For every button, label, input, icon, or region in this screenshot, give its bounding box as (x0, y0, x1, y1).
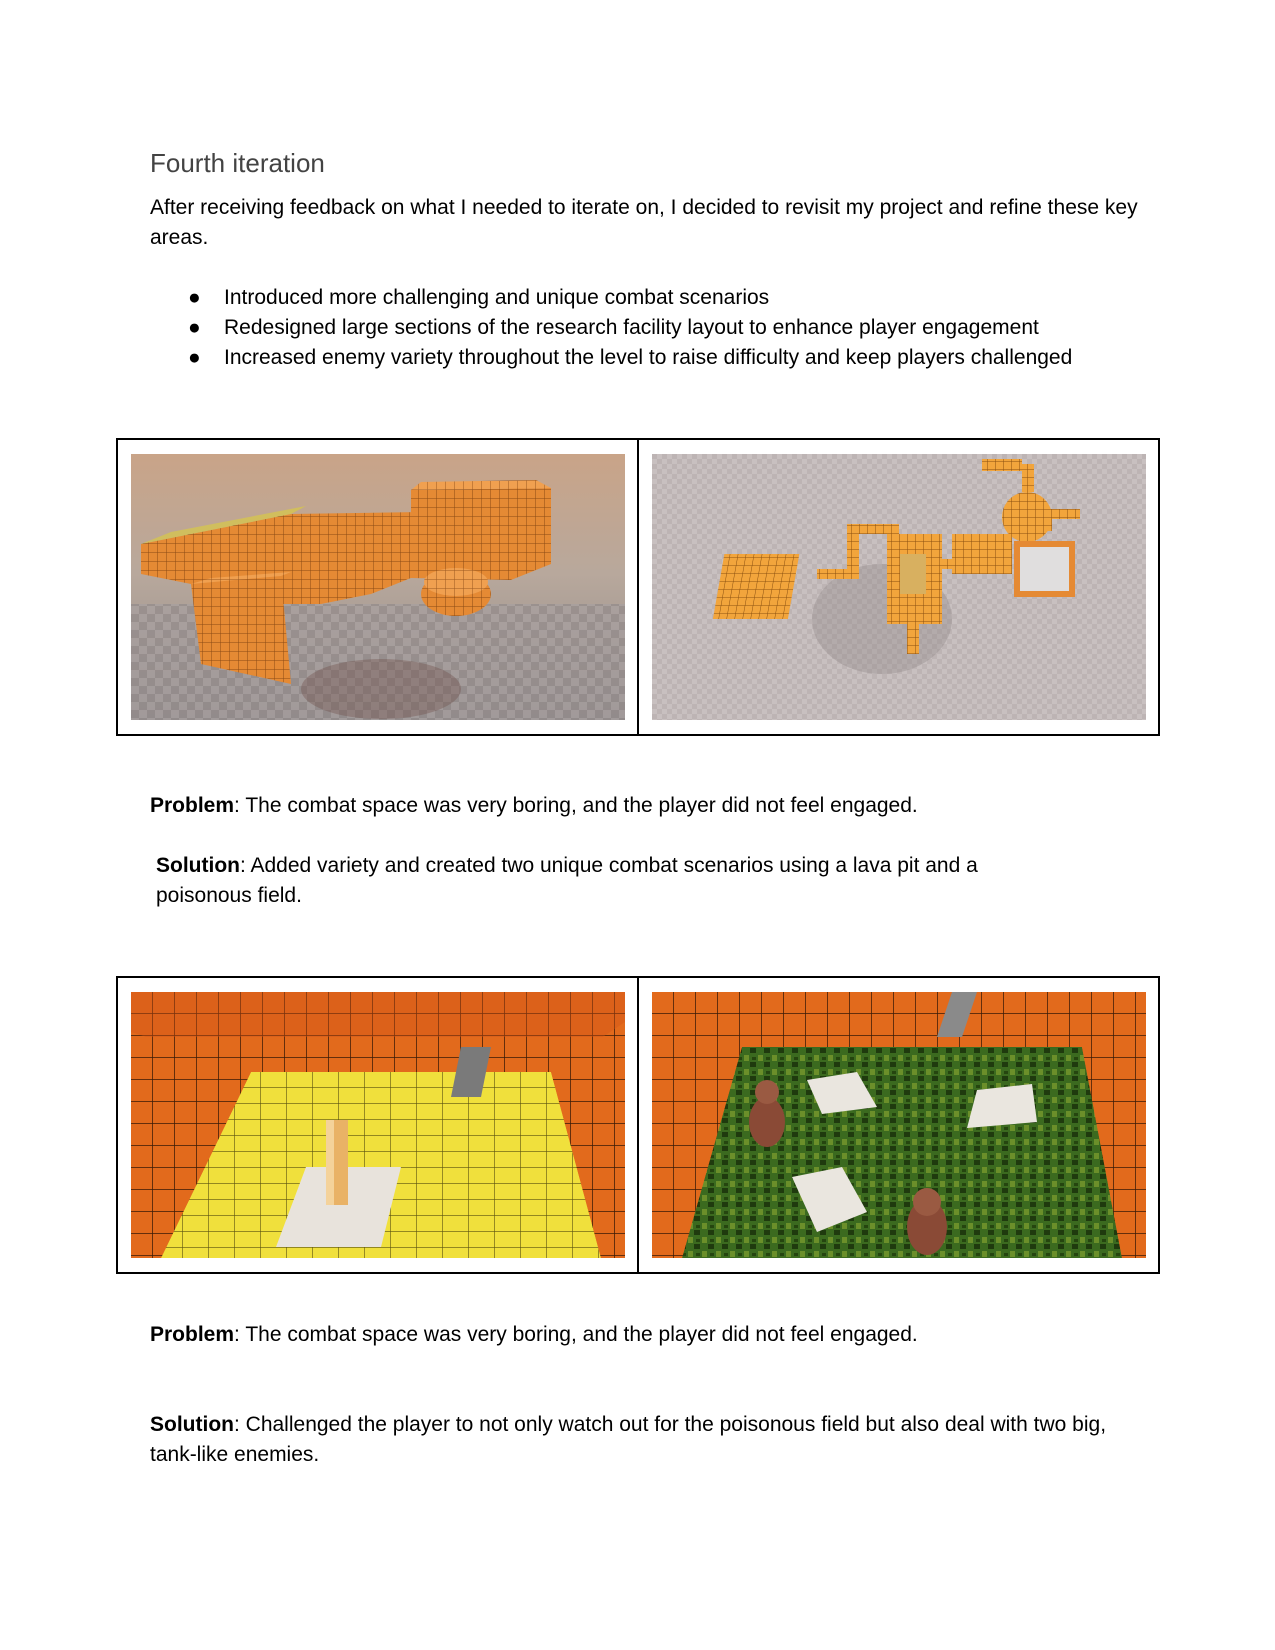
bullet-marker: ● (188, 286, 201, 309)
list-item-text: Introduced more challenging and unique combat scenarios (224, 286, 770, 309)
image-cell (638, 977, 1159, 1273)
problem-paragraph-2 (150, 1320, 1140, 1350)
list-item (150, 283, 1140, 313)
solution-paragraph-2 (150, 1410, 1140, 1470)
level-perspective-screenshot (131, 454, 625, 720)
problem-label: Problem (150, 1323, 235, 1346)
solution-label: Solution (150, 1413, 234, 1436)
overview-image-table (116, 438, 1160, 736)
problem-paragraph-1 (150, 791, 1140, 821)
poison-field-screenshot (652, 992, 1146, 1258)
solution-paragraph-1 (150, 851, 1076, 911)
lava-pit-screenshot (131, 992, 625, 1258)
problem-text: : The combat space was very boring, and the player did not feel engaged. (234, 794, 918, 817)
solution-text: : Added variety and created two unique combat scenarios using a lava pit and a poisonous field. (156, 854, 978, 907)
list-item (150, 313, 1140, 343)
list-item (150, 343, 1140, 373)
list-item-text: Increased enemy variety throughout the level to raise difficulty and keep players challenged (224, 346, 1073, 369)
solution-label: Solution (156, 854, 240, 877)
problem-label: Problem (150, 794, 235, 817)
image-cell (117, 977, 638, 1273)
bullet-marker: ● (188, 346, 201, 369)
key-areas-list (150, 283, 1140, 373)
solution-text: : Challenged the player to not only watch out for the poisonous field but also deal with two big, tank-like enemies. (150, 1413, 1107, 1466)
intro-paragraph: After receiving feedback on what I needed to iterate on, I decided to revisit my project and refine these key areas. (150, 196, 1138, 249)
image-cell (117, 439, 638, 735)
bullet-marker: ● (188, 316, 201, 339)
image-cell (638, 439, 1159, 735)
combat-image-table (116, 976, 1160, 1274)
list-item-text: Redesigned large sections of the research facility layout to enhance player engagement (224, 316, 1039, 339)
problem-text: : The combat space was very boring, and the player did not feel engaged. (234, 1323, 918, 1346)
page-heading: Fourth iteration (150, 148, 325, 178)
level-topdown-screenshot (652, 454, 1146, 720)
